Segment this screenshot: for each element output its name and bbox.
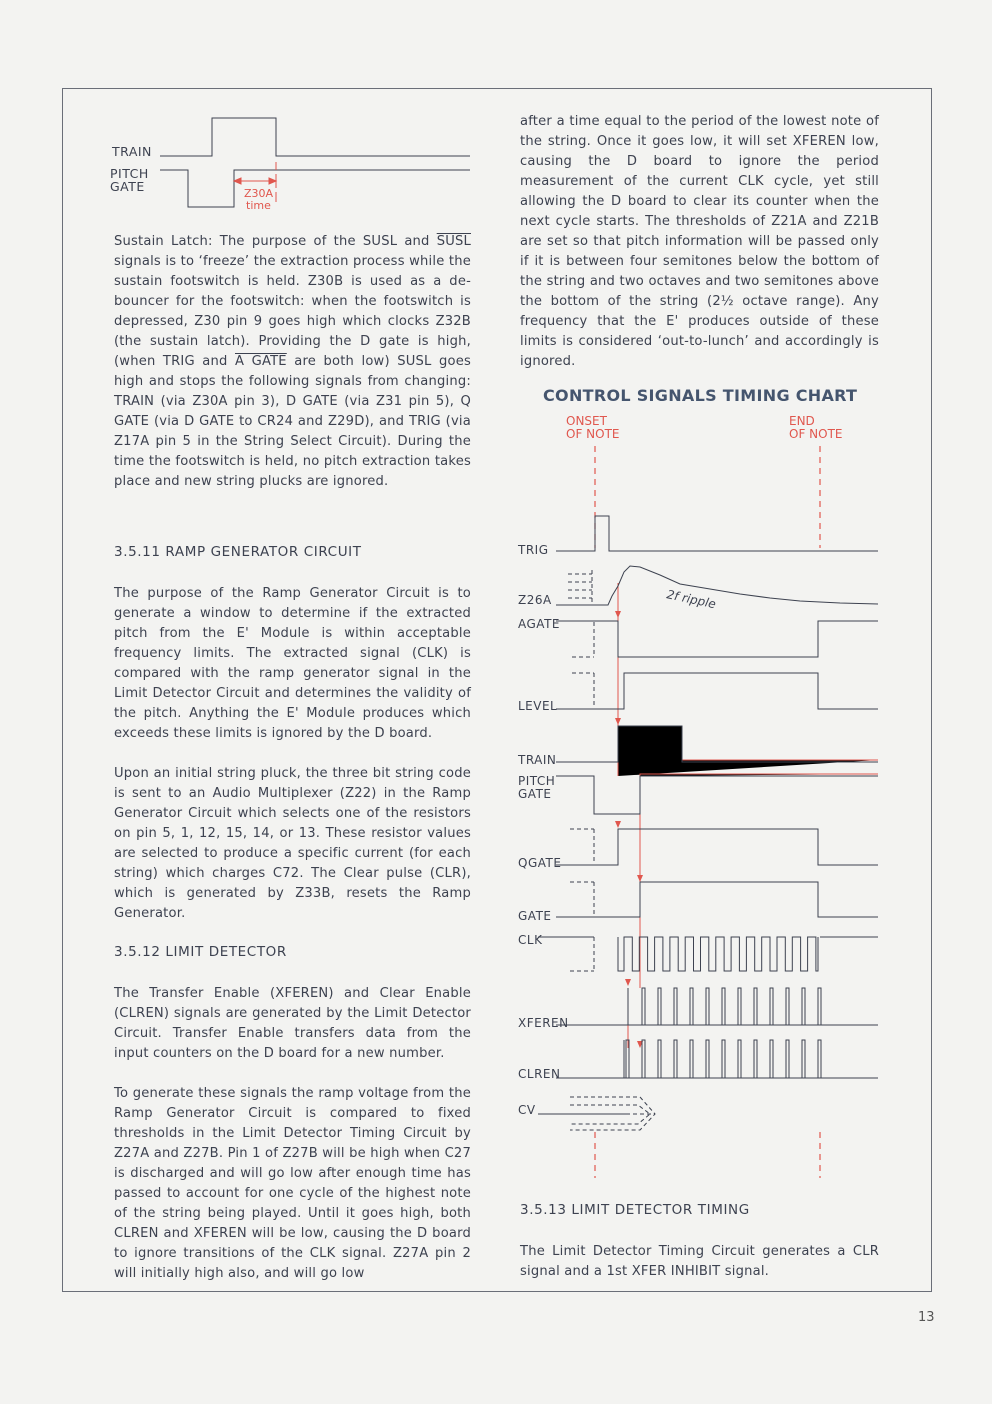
continued-paragraph: after a time equal to the period of the lowest note of the string. Once it goes low, it will set XFEREN low, causing the D board to ignore the period measurement of the current CLK cycle, yet still allowing the D board to clear its counter when the next cycle starts. The thresholds of Z21A and Z21B are set so that pitch information will be passed only if it is between four semitones below the bottom of the string and two octaves and two semitones above the bottom of the string (2½ octave range). Any frequency that the E' produces outside of these limits is considered ‘out-to-lunch’ and accordingly is ignored.: [520, 114, 879, 369]
onset-label-1: ONSET: [566, 414, 607, 428]
clren-pulse: [658, 1040, 661, 1078]
clren-pulse: [754, 1040, 757, 1078]
xferen-pulse: [786, 988, 789, 1025]
clren-pulse: [706, 1040, 709, 1078]
limit-paragraph-1: The Transfer Enable (XFEREN) and Clear Enable (CLREN) signals are generated by the Limit Detector Circuit. Transfer Enable transfers data from the input counters on the D board for a new number.: [114, 986, 471, 1061]
train-label: TRAIN: [112, 144, 152, 159]
clren-pulse: [770, 1040, 773, 1078]
sig-trig: TRIG: [518, 543, 549, 557]
ramp-paragraph-2: Upon an initial string pluck, the three bit string code is sent to an Audio Multiplexer (Z22) in the Ramp Generator Circuit which selects one of the resistors on pin 5, 1, 12, 15, 14, or 13. These resistor values are selected to produce a specific current (for each string) which charges C72. The Clear pulse (CLR), which is generated by Z33B, resets the Ramp Generator.: [114, 766, 471, 921]
sustain-latch-paragraph: Sustain Latch: The purpose of the SUSL and SUSL signals is to ‘freeze’ the extraction process while the sustain footswitch is held. Z30B is used as a de-bouncer for the footswitch: when the footswitch is depressed, Z30 pin 9 goes high which clocks Z32B (the sustain latch). Providing the D gate is high, (when TRIG and A GATE are both low) SUSL goes high and stops the following signals from changing: TRAIN (via Z30A pin 3), D GATE (via Z31 pin 5), Q GATE (via D GATE to CR24 and Z29D), and TRIG (via Z17A pin 5 in the String Select Circuit). During the time the footswitch is held, no pitch extraction takes place and new string plucks are ignored.: [114, 234, 471, 489]
section-3511-heading: 3.5.11 RAMP GENERATOR CIRCUIT: [114, 544, 362, 560]
section-3513-heading: 3.5.13 LIMIT DETECTOR TIMING: [520, 1202, 750, 1218]
xferen-pulse: [690, 988, 693, 1025]
limit-paragraph-2: To generate these signals the ramp voltage from the Ramp Generator Circuit is compared to fixed thresholds in the Limit Detector Timing Circuit by Z27A and Z27B. Pin 1 of Z27B will be high when C27 is discharged and will go low after enough time has passed to account for one cycle of the highest note of the string being played. Until it goes high, both CLREN and XFEREN will be low, causing the D board to ignore transitions of the CLK signal. Z27A pin 2 will initially high also, and will go low: [114, 1086, 471, 1281]
timing-paragraph: The Limit Detector Timing Circuit generates a CLR signal and a 1st XFER INHIBIT signal.: [520, 1244, 879, 1279]
clren-pulse: [818, 1040, 821, 1078]
susl-bar: SUSL: [436, 234, 471, 249]
xferen-pulses: [642, 988, 821, 1025]
section-3512-heading: 3.5.12 LIMIT DETECTOR: [114, 944, 287, 960]
ramp-paragraph-1: The purpose of the Ramp Generator Circuit is to generate a window to determine if the extracted pitch from the E' Module is within acceptable frequency limits. The extracted signal (CLK) is compared with the ramp generator signal in the Limit Detector Circuit and determines the validity of the pitch. Anything the E' Module produces which exceeds these limits is ignored by the D board.: [114, 586, 471, 741]
section-3511: [114, 542, 471, 944]
sig-agate: AGATE: [518, 617, 560, 631]
xferen-pulse: [706, 988, 709, 1025]
section-3513: [520, 1200, 879, 1302]
end-label-2: OF NOTE: [789, 427, 843, 441]
xferen-pulse: [738, 988, 741, 1025]
gate-label: GATE: [110, 179, 145, 194]
sig-clk: CLK: [518, 933, 543, 947]
sig-gate: GATE: [518, 909, 552, 923]
time-label: time: [246, 199, 271, 212]
train-pitch-gate-diagram: [100, 108, 480, 218]
chart-title: CONTROL SIGNALS TIMING CHART: [543, 386, 858, 405]
clren-pulse: [802, 1040, 805, 1078]
clren-pulse: [738, 1040, 741, 1078]
z30a-label: Z30A: [244, 187, 274, 200]
agate-bar: A GATE: [235, 354, 287, 369]
sig-clren: CLREN: [518, 1067, 561, 1081]
xferen-pulse: [674, 988, 677, 1025]
sig-level: LEVEL: [518, 699, 558, 713]
clk-waveform: [618, 937, 818, 971]
sig-pitch-gate: GATE: [518, 787, 552, 801]
sig-z26a: Z26A: [518, 593, 552, 607]
clren-pulse: [722, 1040, 725, 1078]
section-3512: [114, 942, 471, 1304]
sig-pitch: PITCH: [518, 774, 556, 788]
clren-pulse: [642, 1040, 645, 1078]
sig-cv: CV: [518, 1103, 536, 1117]
onset-label-2: OF NOTE: [566, 427, 620, 441]
clren-pulse: [690, 1040, 693, 1078]
clren-pulse: [674, 1040, 677, 1078]
xferen-pulse: [802, 988, 805, 1025]
sig-train: TRAIN: [518, 753, 557, 767]
pitch-label: PITCH: [110, 166, 149, 181]
right-column: [520, 112, 879, 392]
clk-square-wave: [618, 937, 818, 971]
end-label-1: END: [789, 414, 815, 428]
clren-pulse: [786, 1040, 789, 1078]
xferen-pulse: [642, 988, 645, 1025]
xferen-pulse: [658, 988, 661, 1025]
sig-xferen: XFEREN: [518, 1016, 569, 1030]
xferen-pulse: [754, 988, 757, 1025]
xferen-pulse: [770, 988, 773, 1025]
ripple-label: 2f ripple: [665, 587, 718, 612]
xferen-pulse: [722, 988, 725, 1025]
sig-qgate: QGATE: [518, 856, 562, 870]
page-number: 13: [918, 1310, 935, 1325]
clren-pulses: [626, 1040, 821, 1078]
left-column: [114, 232, 471, 512]
timing-chart: [510, 408, 890, 1188]
xferen-pulse: [818, 988, 821, 1025]
